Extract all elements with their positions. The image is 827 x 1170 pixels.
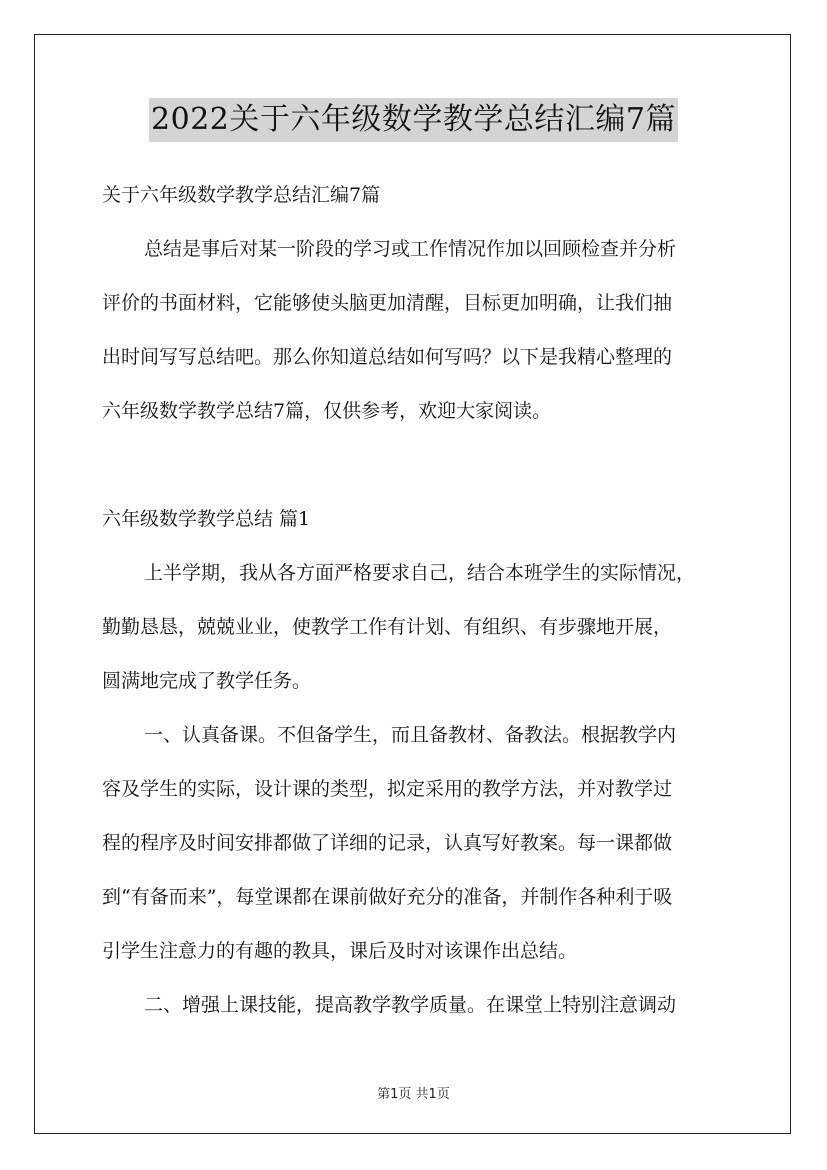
paragraph-spacer [102,438,738,492]
intro-line: 总结是事后对某一阶段的学习或工作情况作加以回顾检查并分析 [144,238,677,260]
paragraph-line: 勤勤恳恳，兢兢业业，使教学工作有计划、有组织、有步骤地开展， [102,616,673,638]
document-body [102,168,738,1032]
document-subtitle: 关于六年级数学教学总结汇编7篇 [102,184,381,206]
document-title: 2022关于六年级数学教学总结汇编7篇 [149,98,678,142]
section-heading: 六年级数学教学总结 篇1 [102,508,311,530]
intro-line: 六年级数学教学总结7篇，仅供参考，欢迎大家阅读。 [102,400,552,422]
paragraph-line: 二、增强上课技能，提高教学教学质量。在课堂上特别注意调动 [144,994,677,1016]
paragraph-line: 上半学期，我从各方面严格要求自己，结合本班学生的实际情况， [144,562,696,584]
paragraph-line: 圆满地完成了教学任务。 [102,670,312,692]
paragraph-line: 容及学生的实际，设计课的类型，拟定采用的教学方法，并对教学过 [102,778,673,800]
page-footer [0,1083,827,1102]
title-area [0,98,827,142]
paragraph-line: 一、认真备课。不但备学生，而且备教材、备教法。根据教学内 [144,724,677,746]
intro-line: 评价的书面材料，它能够使头脑更加清醒，目标更加明确，让我们抽 [102,292,673,314]
intro-line: 出时间写写总结吧。那么你知道总结如何写吗？以下是我精心整理的 [102,346,673,368]
paragraph-line: 程的程序及时间安排都做了详细的记录，认真写好教案。每一课都做 [102,832,673,854]
paragraph-line: 引学生注意力的有趣的教具，课后及时对该课作出总结。 [102,940,578,962]
page-number: 第1页 共1页 [377,1087,450,1102]
paragraph-line: 到“有备而来”，每堂课都在课前做好充分的准备，并制作各种利于吸 [102,886,673,908]
